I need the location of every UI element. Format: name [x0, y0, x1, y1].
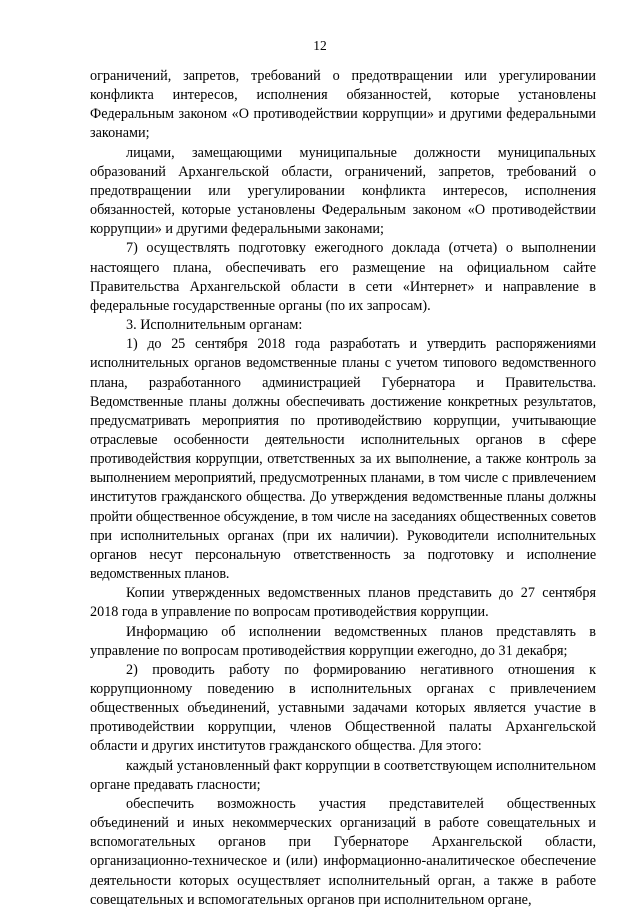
paragraph-item-2-negative-attitude: 2) проводить работу по формированию негативного отношения к коррупционному поведению в исполнительных органах с привлечением общественных объединений, уставными задачами которых является участие в противодействии коррупции, членов Общественной палаты Архангельской области и других институтов гражданского общества. Для этого:	[90, 661, 596, 755]
paragraph-item-1-departmental-plans: 1) до 25 сентября 2018 года разработать и утвердить распоряжениями исполнительных органов ведомственные планы с учетом типового ведомственного плана, разработанного администрацией Губернатора и Правительства. Ведомственные планы должны обеспечивать достижение конкретных результатов, предусматривать мероприятия по противодействию коррупции, учитывающие отраслевые особенности деятельности исполнительных органов в сфере противодействия коррупции, ответственных за их выполнение, а также контроль за выполнением мероприятий, предусмотренных планами, в том числе с привлечением институтов гражданского общества. До утверждения ведомственные планы должны пройти общественное обсуждение, в том числе на заседаниях общественных советов при исполнительных органах (при их наличии). Руководители исполнительных органов несут персональную ответственность за подготовку и исполнение ведомственных планов.	[90, 336, 596, 583]
paragraph-continuation: ограничений, запретов, требований о предотвращении или урегулировании конфликта интересов, исполнения обязанностей, которые установлены Федеральным законом «О противодействии коррупции» и другими федеральными законами;	[90, 68, 596, 142]
document-body	[90, 67, 596, 910]
paragraph-item-7-annual-report: 7) осуществлять подготовку ежегодного доклада (отчета) о выполнении настоящего плана, обеспечивать его размещение на официальном сайте Правительства Архангельской области в сети «Интернет» и направление в федеральные государственные органы (по их запросам).	[90, 240, 596, 314]
paragraph-publicity: каждый установленный факт коррупции в соответствующем исполнительном органе предавать гласности;	[90, 757, 596, 793]
paragraph-section-3-heading: 3. Исполнительным органам:	[126, 317, 303, 334]
paragraph-plan-execution-info: Информацию об исполнении ведомственных планов представлять в управление по вопросам противодействия коррупции ежегодно, до 31 декабря;	[90, 623, 596, 659]
paragraph-public-participation: обеспечить возможность участия представителей общественных объединений и иных некоммерческих организаций в работе совещательных и вспомогательных органов при Губернаторе Архангельской области, организационно-техническое и (или) информационно-аналитическое обеспечение деятельности которых осуществляет исполнительный орган, а также в работе совещательных и вспомогательных органов при исполнительном органе,	[90, 795, 596, 908]
paragraph-plan-copies: Копии утвержденных ведомственных планов представить до 27 сентября 2018 года в управление по вопросам противодействия коррупции.	[90, 585, 596, 621]
paragraph-municipal-officials: лицами, замещающими муниципальные должности муниципальных образований Архангельской области, ограничений, запретов, требований о предотвращении или урегулировании конфликта интересов, исполнения обязанностей, которые установлены Федеральным законом «О противодействии коррупции» и другими федеральными законами;	[90, 144, 596, 238]
page-number: 12	[313, 38, 327, 53]
